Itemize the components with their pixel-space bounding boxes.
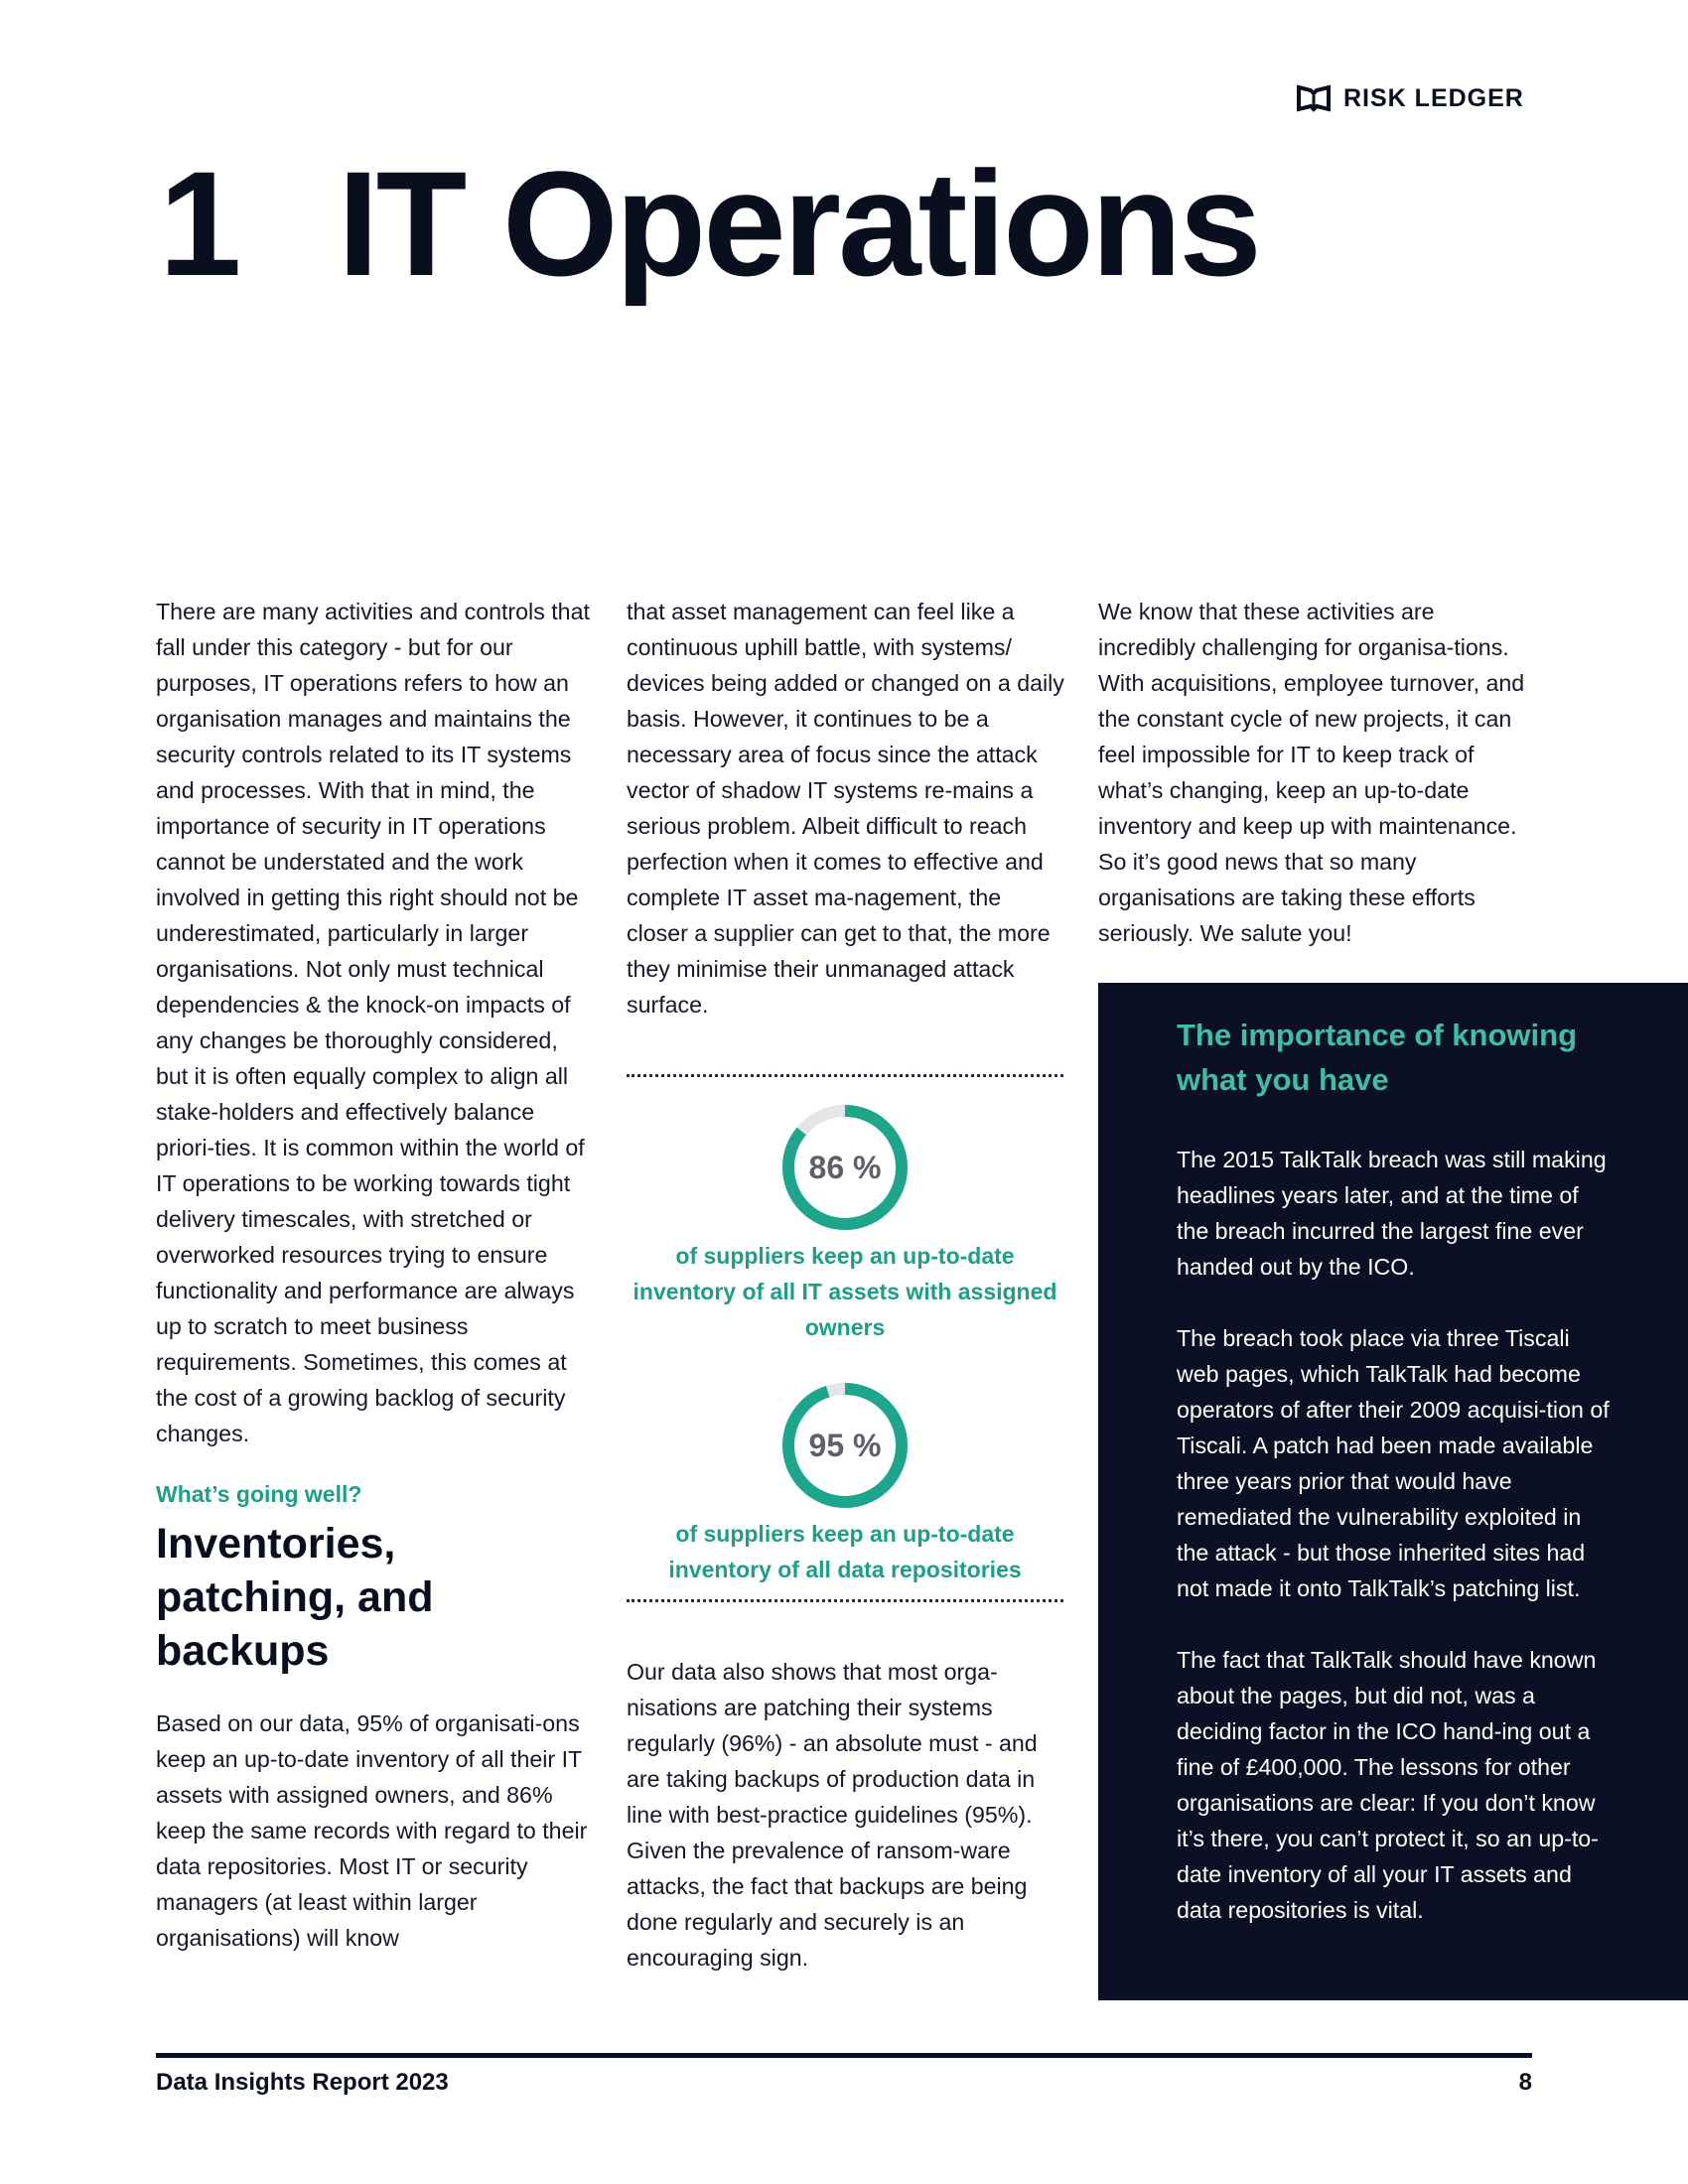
brand-logo bbox=[1296, 83, 1524, 113]
dotted-divider bbox=[627, 1074, 1063, 1077]
column-2 bbox=[627, 594, 1065, 1976]
patching-paragraph: Our data also shows that most orga-nisations are patching their systems regularly (96%) - an absolute must - and are taking backups of production data in line with best-practice guidelines (95%). Given the prevalence of ransom-ware attacks, the fact that backups are being done regularly and securely is an encouraging sign. bbox=[627, 1659, 1038, 1971]
callout-title: The importance of knowing what you have bbox=[1177, 1018, 1578, 1097]
stat-caption: of suppliers keep an up-to-date inventory of all IT assets with assigned owners bbox=[633, 1243, 1057, 1340]
callout-box bbox=[1098, 983, 1688, 2000]
body-paragraph: Based on our data, 95% of organisati-ons keep an up-to-date inventory of all their IT assets with assigned owners, and 86% keep the same records with regard to their data repositories. Most IT or security managers (at least within larger organisations) will know bbox=[156, 1710, 588, 1951]
callout-content bbox=[1177, 1013, 1614, 1964]
callout-paragraph: The 2015 TalkTalk breach was still making headlines years later, and at the time of the breach incurred the largest fine ever handed out by the ICO. bbox=[1177, 1147, 1607, 1280]
progress-ring bbox=[780, 1381, 910, 1510]
callout-paragraph: The breach took place via three Tiscali web pages, which TalkTalk had become operators of after their 2009 acquisi-tion of Tiscali. A patch had been made available three years prior that would have remediated the vulnerability exploited in the attack - but those inherited sites had not made it onto TalkTalk’s patching list. bbox=[1177, 1325, 1610, 1601]
intro-paragraph: We know that these activities are incredibly challenging for organisa-tions. With acquisitions, employee turnover, and the constant cycle of new projects, it can feel impossible for IT to keep track of what’s changing, keep an up-to-date inventory and keep up with maintenance. So it’s good news that so many organisations are taking these efforts seriously. We salute you! bbox=[1098, 599, 1525, 946]
stat-caption: of suppliers keep an up-to-date inventory of all data repositories bbox=[668, 1521, 1022, 1582]
page-title bbox=[159, 139, 1259, 308]
section-subheading: Inventories, patching, and backups bbox=[156, 1520, 434, 1675]
intro-paragraph: There are many activities and controls that fall under this category - but for our purposes, IT operations refers to how an organisation manages and maintains the security controls related to its IT systems and processes. With that in mind, the importance of security in IT operations cannot be understated and the work involved in getting this right should not be underestimated, particularly in larger organisations. Not only must technical dependencies & the knock-on impacts of any changes be thoroughly considered, but it is often equally complex to align all stake-holders and effectively balance priori-ties. It is common within the world of IT operations to be working towards tight delivery timescales, with stretched or overworked resources trying to ensure functionality and performance are always up to scratch to meet business requirements. Sometimes, this comes at the cost of a growing backlog of security changes. bbox=[156, 599, 590, 1446]
stat-block bbox=[627, 1103, 1063, 1345]
column-3 bbox=[1098, 594, 1535, 951]
footer-rule bbox=[156, 2053, 1532, 2058]
brand-name: RISK LEDGER bbox=[1343, 83, 1524, 112]
stat-value: 95 % bbox=[808, 1428, 882, 1463]
dotted-divider bbox=[627, 1599, 1063, 1602]
section-title: IT Operations bbox=[338, 140, 1259, 307]
callout-paragraph: The fact that TalkTalk should have known about the pages, but did not, was a deciding factor in the ICO hand-ing out a fine of £400,000. The lessons for other organisations are clear: If you don’t know it’s there, you can’t protect it, so an up-to-date inventory of all your IT assets and data repositories is vital. bbox=[1177, 1647, 1599, 1923]
book-icon bbox=[1296, 83, 1332, 113]
continued-paragraph: that asset management can feel like a continuous uphill battle, with systems/ devices being added or changed on a daily basis. However, it continues to be a necessary area of focus since the attack vector of shadow IT systems re-mains a serious problem. Albeit difficult to reach perfection when it comes to effective and complete IT asset ma-nagement, the closer a supplier can get to that, the more they minimise their unmanaged attack surface. bbox=[627, 599, 1064, 1018]
column-1 bbox=[156, 594, 595, 1956]
footer-report-name: Data Insights Report 2023 bbox=[156, 2069, 449, 2096]
stat-value: 86 % bbox=[808, 1150, 882, 1185]
stat-block bbox=[627, 1381, 1063, 1587]
section-number: 1 bbox=[159, 140, 239, 307]
page-number: 8 bbox=[1518, 2069, 1532, 2096]
section-label: What’s going well? bbox=[156, 1481, 362, 1507]
progress-ring bbox=[780, 1103, 910, 1232]
